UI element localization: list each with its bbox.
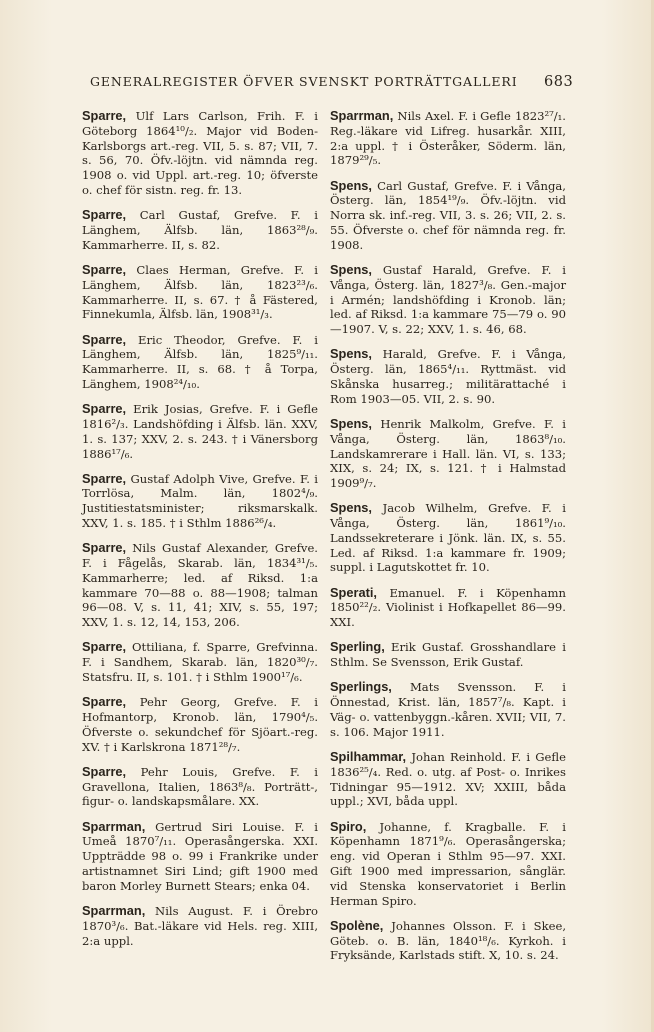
entry-text: Carl Gustaf, Grefve. F. i Länghem, Älfsb. län, 1863²⁸/₉. Kammarherre. II, s. 82. (82, 208, 318, 252)
entry-text: Erik Gustaf. Grosshandlare i Sthlm. Se Svensson, Erik Gustaf. (330, 640, 567, 670)
entry-surname: Sparre, (82, 470, 127, 486)
register-entry (82, 109, 318, 198)
entry-text: Harald, Grefve. F. i Vånga, Österg. län, 1865⁴/₁₁. Ryttmäst. vid Skånska husarreg.; militärattaché i Rom 1903—05. VII, 2. s. 90. (330, 347, 566, 406)
register-entry (82, 695, 318, 754)
register-entry (330, 820, 566, 909)
register-entry (82, 333, 318, 392)
entry-text: Johannes Olsson. F. i Skee, Göteb. o. B. län, 1840¹⁸/₆. Kyrkoh. i Fryksände, Karlstads stift. X, 10. s. 24. (330, 918, 566, 963)
entry-text: Ottiliana, f. Sparre, Grefvinna. F. i Sandhem, Skarab. län, 1820³⁰/₇. Statsfru. II, s. 101. † i Sthlm 1900¹⁷/₆. (82, 640, 318, 685)
entry-text: Ulf Lars Carlson, Frih. F. i Göteborg 1864¹⁰/₂. Major vid Boden-Karlsborgs art.-reg. VII, 5. s. 87; VII, 7. s. 56, 70. Öfv.-löjtn. vid nämnda reg. 1908 o. vid Uppl. art.-reg. 10; öfverste o. chef för sistn. reg. fr. 13. (82, 109, 319, 197)
entry-surname: Sperling, (330, 639, 385, 655)
entry-text: Nils Gustaf Alexander, Grefve. F. i Fågelås, Skarab. län, 1834³¹/₅. Kammarherre; led. af Riksd. 1:a kammare 70—88 o. 88—1908; talman 96—08. V, s. 11, 41; XIV, s. 55, 197; XXV, 1. s. 12, 14, 153, 206. (82, 541, 318, 630)
entry-text: Mats Svensson. F. i Önnestad, Krist. län, 1857⁷/₈. Kapt. i Väg- o. vattenbyggn.-kåren. XVII; VII, 7. s. 106. Major 1911. (330, 680, 566, 739)
register-entry (82, 904, 318, 948)
entry-text: Nils August. F. i Örebro 1870³/₆. Bat.-läkare vid Hels. reg. XIII, 2:a uppl. (82, 903, 318, 948)
entry-text: Erik Josias, Grefve. F. i Gefle 1816²/₃. Landshöfding i Älfsb. län. XXV, 1. s. 137; XXV, 2. s. 243. † i Vänersborg 1886¹⁷/₆. (82, 402, 319, 461)
entry-surname: Sparre, (82, 540, 127, 556)
register-entry (82, 765, 318, 809)
entry-text: Johanne, f. Kragballe. F. i Köpenhamn 1871⁹/₆. Operasångerska; eng. vid Operan i Sthlm 95—97. XXI. Gift 1900 med impressarion, sånglär. vid Stenska konservatoriet i Berlin Herman Spiro. (330, 819, 566, 908)
register-entry (82, 820, 318, 894)
entry-text: Carl Gustaf, Grefve. F. i Vånga, Österg. län, 1854¹⁹/₉. Öfv.-löjtn. vid Norra sk. inf.-reg. VII, 3. s. 26; VII, 2. s. 55. Öfverste o. chef för nämnda reg. fr. 1908. (330, 178, 566, 252)
entry-surname: Spiro, (330, 818, 367, 834)
entry-text: Pehr Georg, Grefve. F. i Hofmantorp, Kronob. län, 1790⁴/₅. Öfverste o. sekundchef för Sjöart.-reg. XV. † i Karlskrona 1871²⁸/₇. (82, 695, 319, 754)
register-entry (330, 109, 566, 168)
register-entry (330, 179, 566, 253)
entry-surname: Sparre, (82, 694, 127, 710)
register-entry (330, 680, 566, 739)
entry-surname: Spens, (330, 415, 372, 431)
entry-text: Jacob Wilhelm, Grefve. F. i Vånga, Österg. län, 1861⁹/₁₀. Landssekreterare i Jönk. län. IX, s. 55. Led. af Riksd. 1:a kammare fr. 1909; suppl. i Lagutskottet fr. 10. (330, 501, 566, 575)
register-entry (330, 640, 566, 670)
entry-text: Eric Theodor, Grefve. F. i Länghem, Älfsb. län, 1825⁹/₁₁. Kammarherre. II, s. 68. † å Torpa, Länghem, 1908²⁴/₁₀. (82, 332, 318, 391)
register-entry (82, 472, 318, 531)
entry-text: Gustaf Harald, Grefve. F. i Vånga, Österg. län, 1827³/₈. Gen.-major i Armén; landshöfding i Kronob. län; led. af Riksd. 1:a kammare 75—79 o. 90—1907. V, s. 22; XXV, 1. s. 46, 68. (330, 262, 566, 337)
entry-surname: Sparre, (82, 207, 127, 223)
entry-text: Gustaf Adolph Vive, Grefve. F. i Torrlösa, Malm. län, 1802⁴/₉. Justitiestatsminister; riksmarskalk. XXV, 1. s. 185. † i Sthlm 1886²⁶/₄. (82, 471, 318, 531)
entry-surname: Sparrman, (82, 818, 146, 834)
entry-surname: Sparrman, (82, 902, 146, 918)
register-entry (330, 347, 566, 406)
entry-surname: Sparre, (82, 108, 127, 123)
register-entry (82, 640, 318, 684)
running-title: GENERALREGISTER ÖFVER SVENSKT PORTRÄTTGALLERI (90, 74, 518, 89)
entry-surname: Sparre, (82, 261, 127, 277)
register-entry (330, 586, 566, 630)
register-entry (330, 919, 566, 963)
register-entry (330, 750, 566, 809)
entry-surname: Sperati, (330, 584, 377, 600)
right-column (330, 109, 566, 974)
entry-surname: Spens, (330, 177, 372, 193)
left-column (82, 109, 318, 959)
entry-text: Johan Reinhold. F. i Gefle 1836²⁵/₄. Red. o. utg. af Post- o. Inrikes Tidningar 95—1912. XV; XXIII, båda uppl.; XVI, båda uppl. (330, 750, 567, 809)
entry-surname: Sparre, (82, 639, 127, 655)
entry-surname: Sperlings, (330, 679, 392, 695)
register-entry (82, 263, 318, 322)
entry-surname: Sparrman, (330, 108, 394, 123)
entry-surname: Spolène, (330, 917, 384, 933)
entry-surname: Sparre, (82, 331, 127, 347)
register-entry (82, 402, 318, 461)
page-number: 683 (544, 74, 574, 90)
register-entry (82, 208, 318, 252)
entry-text: Gertrud Siri Louise. F. i Umeå 1870⁷/₁₁. Operasångerska. XXI. Uppträdde 98 o. 99 i Frankrike under artistnamnet Siri Lind; gift 1900 med baron Morley Burnett Stears; enka 04. (82, 819, 318, 893)
register-entry (330, 501, 566, 575)
entry-surname: Sparre, (82, 763, 127, 779)
entry-surname: Spilhammar, (330, 749, 407, 764)
entry-text: Pehr Louis, Grefve. F. i Gravellona, Italien, 1863⁸/₈. Porträtt-, figur- o. landskapsmålare. XX. (82, 764, 318, 809)
register-entry (330, 263, 566, 337)
entry-surname: Spens, (330, 500, 372, 516)
register-entry (330, 417, 566, 491)
entry-text: Emanuel. F. i Köpenhamn 1850²²/₂. Violinist i Hofkapellet 86—99. XXI. (330, 585, 566, 630)
entry-surname: Sparre, (82, 401, 127, 417)
entry-surname: Spens, (330, 261, 372, 277)
entry-text: Claes Herman, Grefve. F. i Länghem, Älfsb. län, 1823²³/₆. Kammarherre. II, s. 67. † å Fästered, Finnekumla, Älfsb. län, 1908³¹/₃. (82, 262, 318, 322)
register-entry (82, 541, 318, 630)
entry-text: Nils Axel. F. i Gefle 1823²⁷/₁. Reg.-läkare vid Lifreg. husarkår. XIII, 2:a uppl. † i Österåker, Söderm. län, 1879²⁹/₅. (330, 109, 566, 168)
entry-surname: Spens, (330, 346, 372, 362)
entry-text: Henrik Malkolm, Grefve. F. i Vånga, Österg. län, 1863⁸/₁₀. Landskamrerare i Hall. län. VI, s. 133; XIX, s. 24; IX, s. 121. † i Halmstad 1909⁹/₇. (330, 416, 566, 491)
